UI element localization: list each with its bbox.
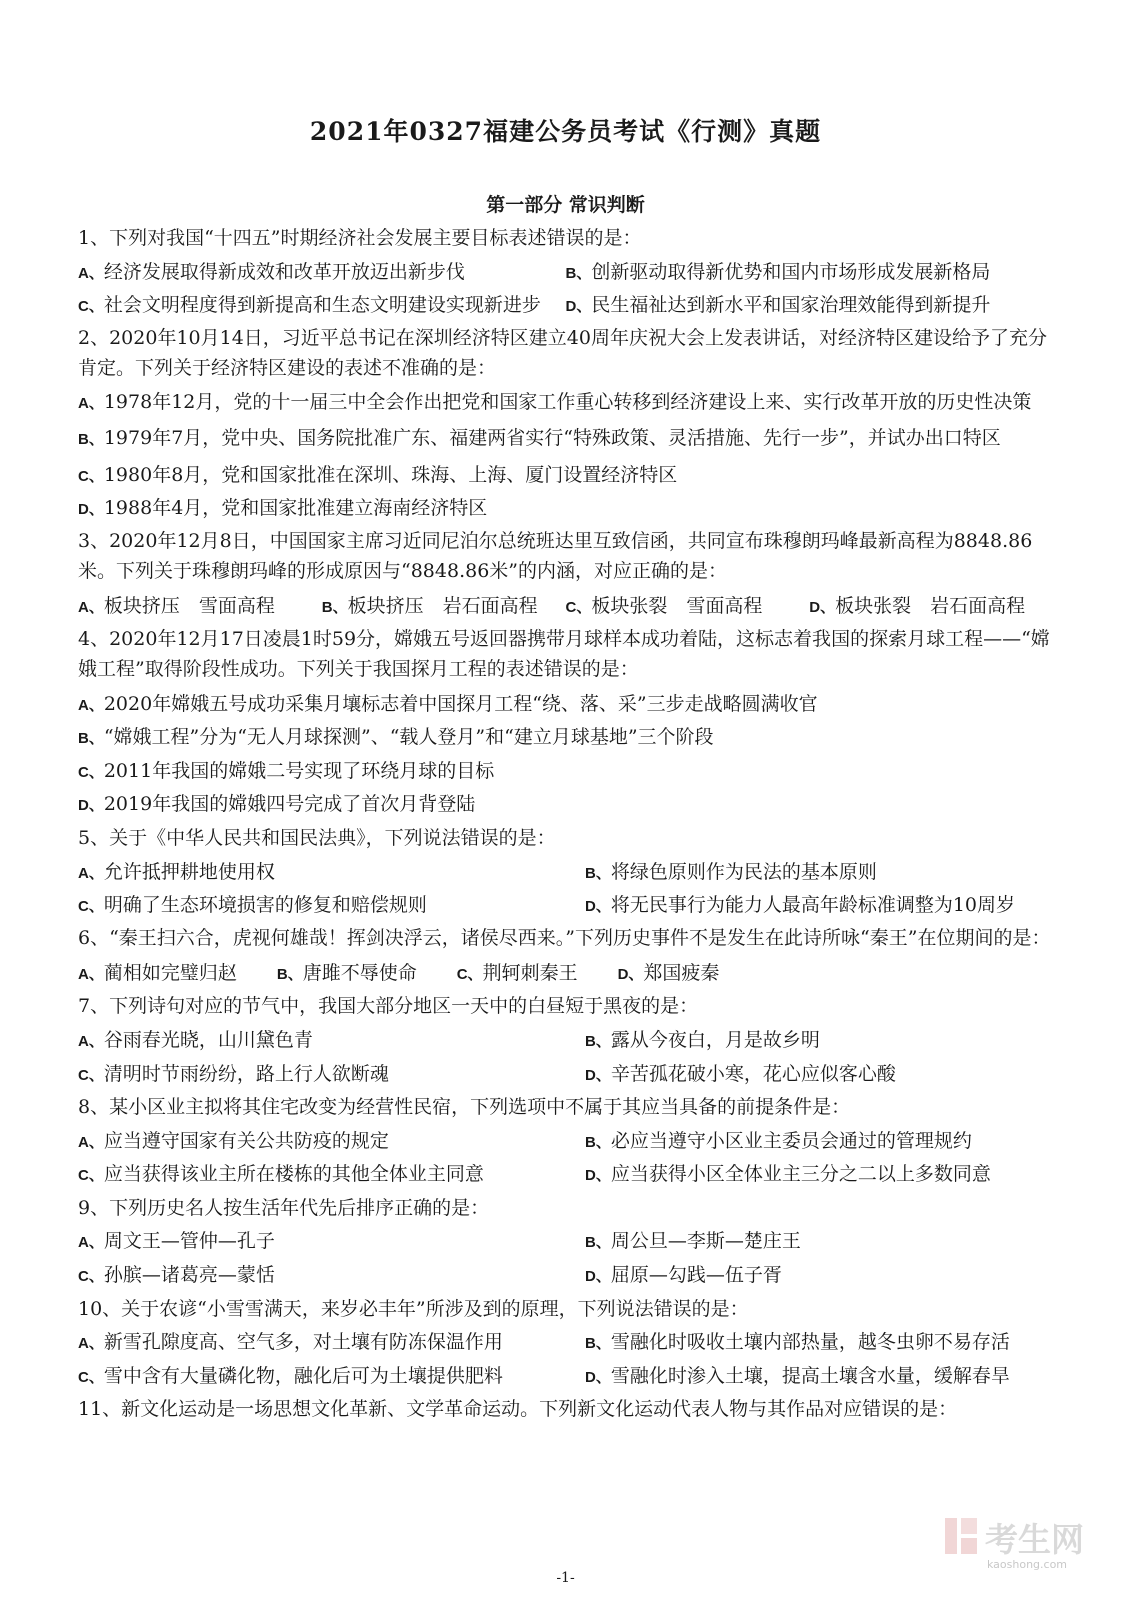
question-stem: 6、“秦王扫六合，虎视何雄哉！挥剑决浮云，诸侯尽西来。”下列历史事件不是发生在此诗所咏“秦王”在位期间的是：: [78, 926, 1051, 949]
option-c: C、社会文明程度得到新提高和生态文明建设实现新进步: [78, 294, 541, 317]
option-d: D、1988年4月，党和国家批准建立海南经济特区: [78, 497, 488, 520]
option-b: B、将绿色原则作为民法的基本原则: [585, 860, 877, 883]
question-stem: 9、下列历史名人按生活年代先后排序正确的是：: [78, 1196, 490, 1219]
page-number: -1-: [556, 1570, 575, 1586]
option-a: A、1978年12月，党的十一届三中全会作出把党和国家工作重心转移到经济建设上来、实行改革开放的历史性决策: [78, 390, 1032, 413]
option-a: A、允许抵押耕地使用权: [78, 860, 275, 883]
option-c: C、2011年我国的嫦娥二号实现了环绕月球的目标: [78, 759, 495, 782]
watermark-url: kaoshong.com: [987, 1558, 1068, 1571]
question-stem: 1、下列对我国“十四五”时期经济社会发展主要目标表述错误的是：: [78, 227, 642, 249]
option-d: D、将无民事行为能力人最高年龄标准调整为10周岁: [585, 894, 1016, 917]
option-c: C、明确了生态环境损害的修复和赔偿规则: [78, 894, 427, 917]
option-d: D、民生福祉达到新水平和国家治理效能得到新提升: [565, 294, 991, 317]
option-a: A、应当遵守国家有关公共防疫的规定: [78, 1129, 389, 1152]
option-c: C、荆轲刺秦王: [456, 961, 578, 984]
option-b: B、露从今夜白，月是故乡明: [585, 1028, 820, 1051]
question-stem: 2、2020年10月14日，习近平总书记在深圳经济特区建立40周年庆祝大会上发表讲话，对经济特区建设给予了充分肯定。下列关于经济特区建设的表述不准确的是：: [78, 326, 1047, 379]
options-row: [78, 1024, 1053, 1058]
option-a: A、谷雨春光晓，山川黛色青: [78, 1028, 313, 1051]
question-stem: 7、下列诗句对应的节气中，我国大部分地区一天中的白昼短于黑夜的是：: [78, 995, 699, 1018]
option-b: B、创新驱动取得新优势和国内市场形成发展新格局: [565, 260, 991, 283]
option-d: D、屈原—勾践—伍子胥: [585, 1264, 782, 1287]
options-row: [78, 1158, 1053, 1192]
option-b: B、雪融化时吸收土壤内部热量，越冬虫卵不易存活: [585, 1331, 1010, 1354]
option-b: B、板块挤压 岩石面高程: [321, 594, 538, 617]
options-row: [78, 957, 1053, 991]
options-row: [78, 590, 1053, 624]
option-a: A、周文王—管仲—孔子: [78, 1230, 275, 1253]
option-a: A、经济发展取得新成效和改革开放迈出新步伐: [78, 260, 465, 283]
options-row: [78, 1058, 1053, 1092]
option-b: B、“嫦娥工程”分为“无人月球探测”、“载人登月”和“建立月球基地”三个阶段: [78, 726, 714, 749]
section-heading: 第一部分 常识判断: [486, 194, 645, 216]
question-list: [78, 222, 1053, 1427]
option-d: D、2019年我国的嫦娥四号完成了首次月背登陆: [78, 793, 476, 816]
options-row: [78, 1125, 1053, 1159]
option-d: D、郑国疲秦: [617, 961, 720, 984]
options-row: [78, 889, 1053, 923]
option-b: B、唐雎不辱使命: [276, 961, 417, 984]
options-row: [78, 1360, 1053, 1394]
options-row: [78, 856, 1053, 890]
options-row: [78, 1225, 1053, 1259]
document-title: 2021年0327福建公务员考试《行测》真题: [309, 117, 822, 146]
watermark-text: 考生网: [985, 1520, 1084, 1559]
option-b: B、周公旦—李斯—楚庄王: [585, 1230, 801, 1253]
question-stem: 11、新文化运动是一场思想文化革新、文学革命运动。下列新文化运动代表人物与其作品对应错误的是：: [78, 1398, 958, 1421]
question-stem: 8、某小区业主拟将其住宅改变为经营性民宿，下列选项中不属于其应当具备的前提条件是：: [78, 1096, 851, 1119]
option-c: C、板块张裂 雪面高程: [565, 594, 763, 617]
question-stem: 10、关于农谚“小雪雪满天，来岁必丰年”所涉及到的原理，下列说法错误的是：: [78, 1297, 749, 1320]
options-row: [78, 256, 1053, 290]
watermark-logo-icon: [943, 1516, 979, 1556]
option-a: A、新雪孔隙度高、空气多，对土壤有防冻保温作用: [78, 1331, 503, 1354]
option-d: D、应当获得小区全体业主三分之二以上多数同意: [585, 1163, 991, 1186]
question-stem: 3、2020年12月8日，中国国家主席习近同尼泊尔总统班达里互致信函，共同宣布珠穆朗玛峰最新高程为8848.86米。下列关于珠穆朗玛峰的形成原因与“8848.86米”的内涵，对应正确的是：: [78, 529, 1033, 582]
options-row: [78, 1259, 1053, 1293]
option-d: D、辛苦孤花破小寒，花心应似客心酸: [585, 1062, 896, 1085]
option-c: C、雪中含有大量磷化物，融化后可为土壤提供肥料: [78, 1364, 503, 1387]
option-b: B、1979年7月，党中央、国务院批准广东、福建两省实行“特殊政策、灵活措施、先行一步”，并试办出口特区: [78, 426, 1001, 449]
option-c: C、应当获得该业主所在楼栋的其他全体业主同意: [78, 1163, 484, 1186]
option-a: A、蔺相如完璧归赵: [78, 961, 237, 984]
option-c: C、清明时节雨纷纷，路上行人欲断魂: [78, 1062, 389, 1085]
option-d: D、雪融化时渗入土壤，提高土壤含水量，缓解春旱: [585, 1364, 1010, 1387]
option-d: D、板块张裂 岩石面高程: [809, 594, 1026, 617]
options-row: [78, 289, 1053, 323]
option-c: C、1980年8月，党和国家批准在深圳、珠海、上海、厦门设置经济特区: [78, 463, 678, 486]
option-c: C、孙膑—诸葛亮—蒙恬: [78, 1264, 275, 1287]
option-a: A、板块挤压 雪面高程: [78, 594, 275, 617]
question-stem: 5、关于《中华人民共和国民法典》，下列说法错误的是：: [78, 826, 556, 849]
options-row: [78, 1326, 1053, 1360]
question-stem: 4、2020年12月17日凌晨1时59分，嫦娥五号返回器携带月球样本成功着陆，这标志着我国的探索月球工程——“嫦娥工程”取得阶段性成功。下列关于我国探月工程的表述错误的是：: [78, 627, 1050, 680]
option-a: A、2020年嫦娥五号成功采集月壤标志着中国探月工程“绕、落、采”三步走战略圆满收官: [78, 692, 818, 715]
option-b: B、必应当遵守小区业主委员会通过的管理规约: [585, 1129, 972, 1152]
